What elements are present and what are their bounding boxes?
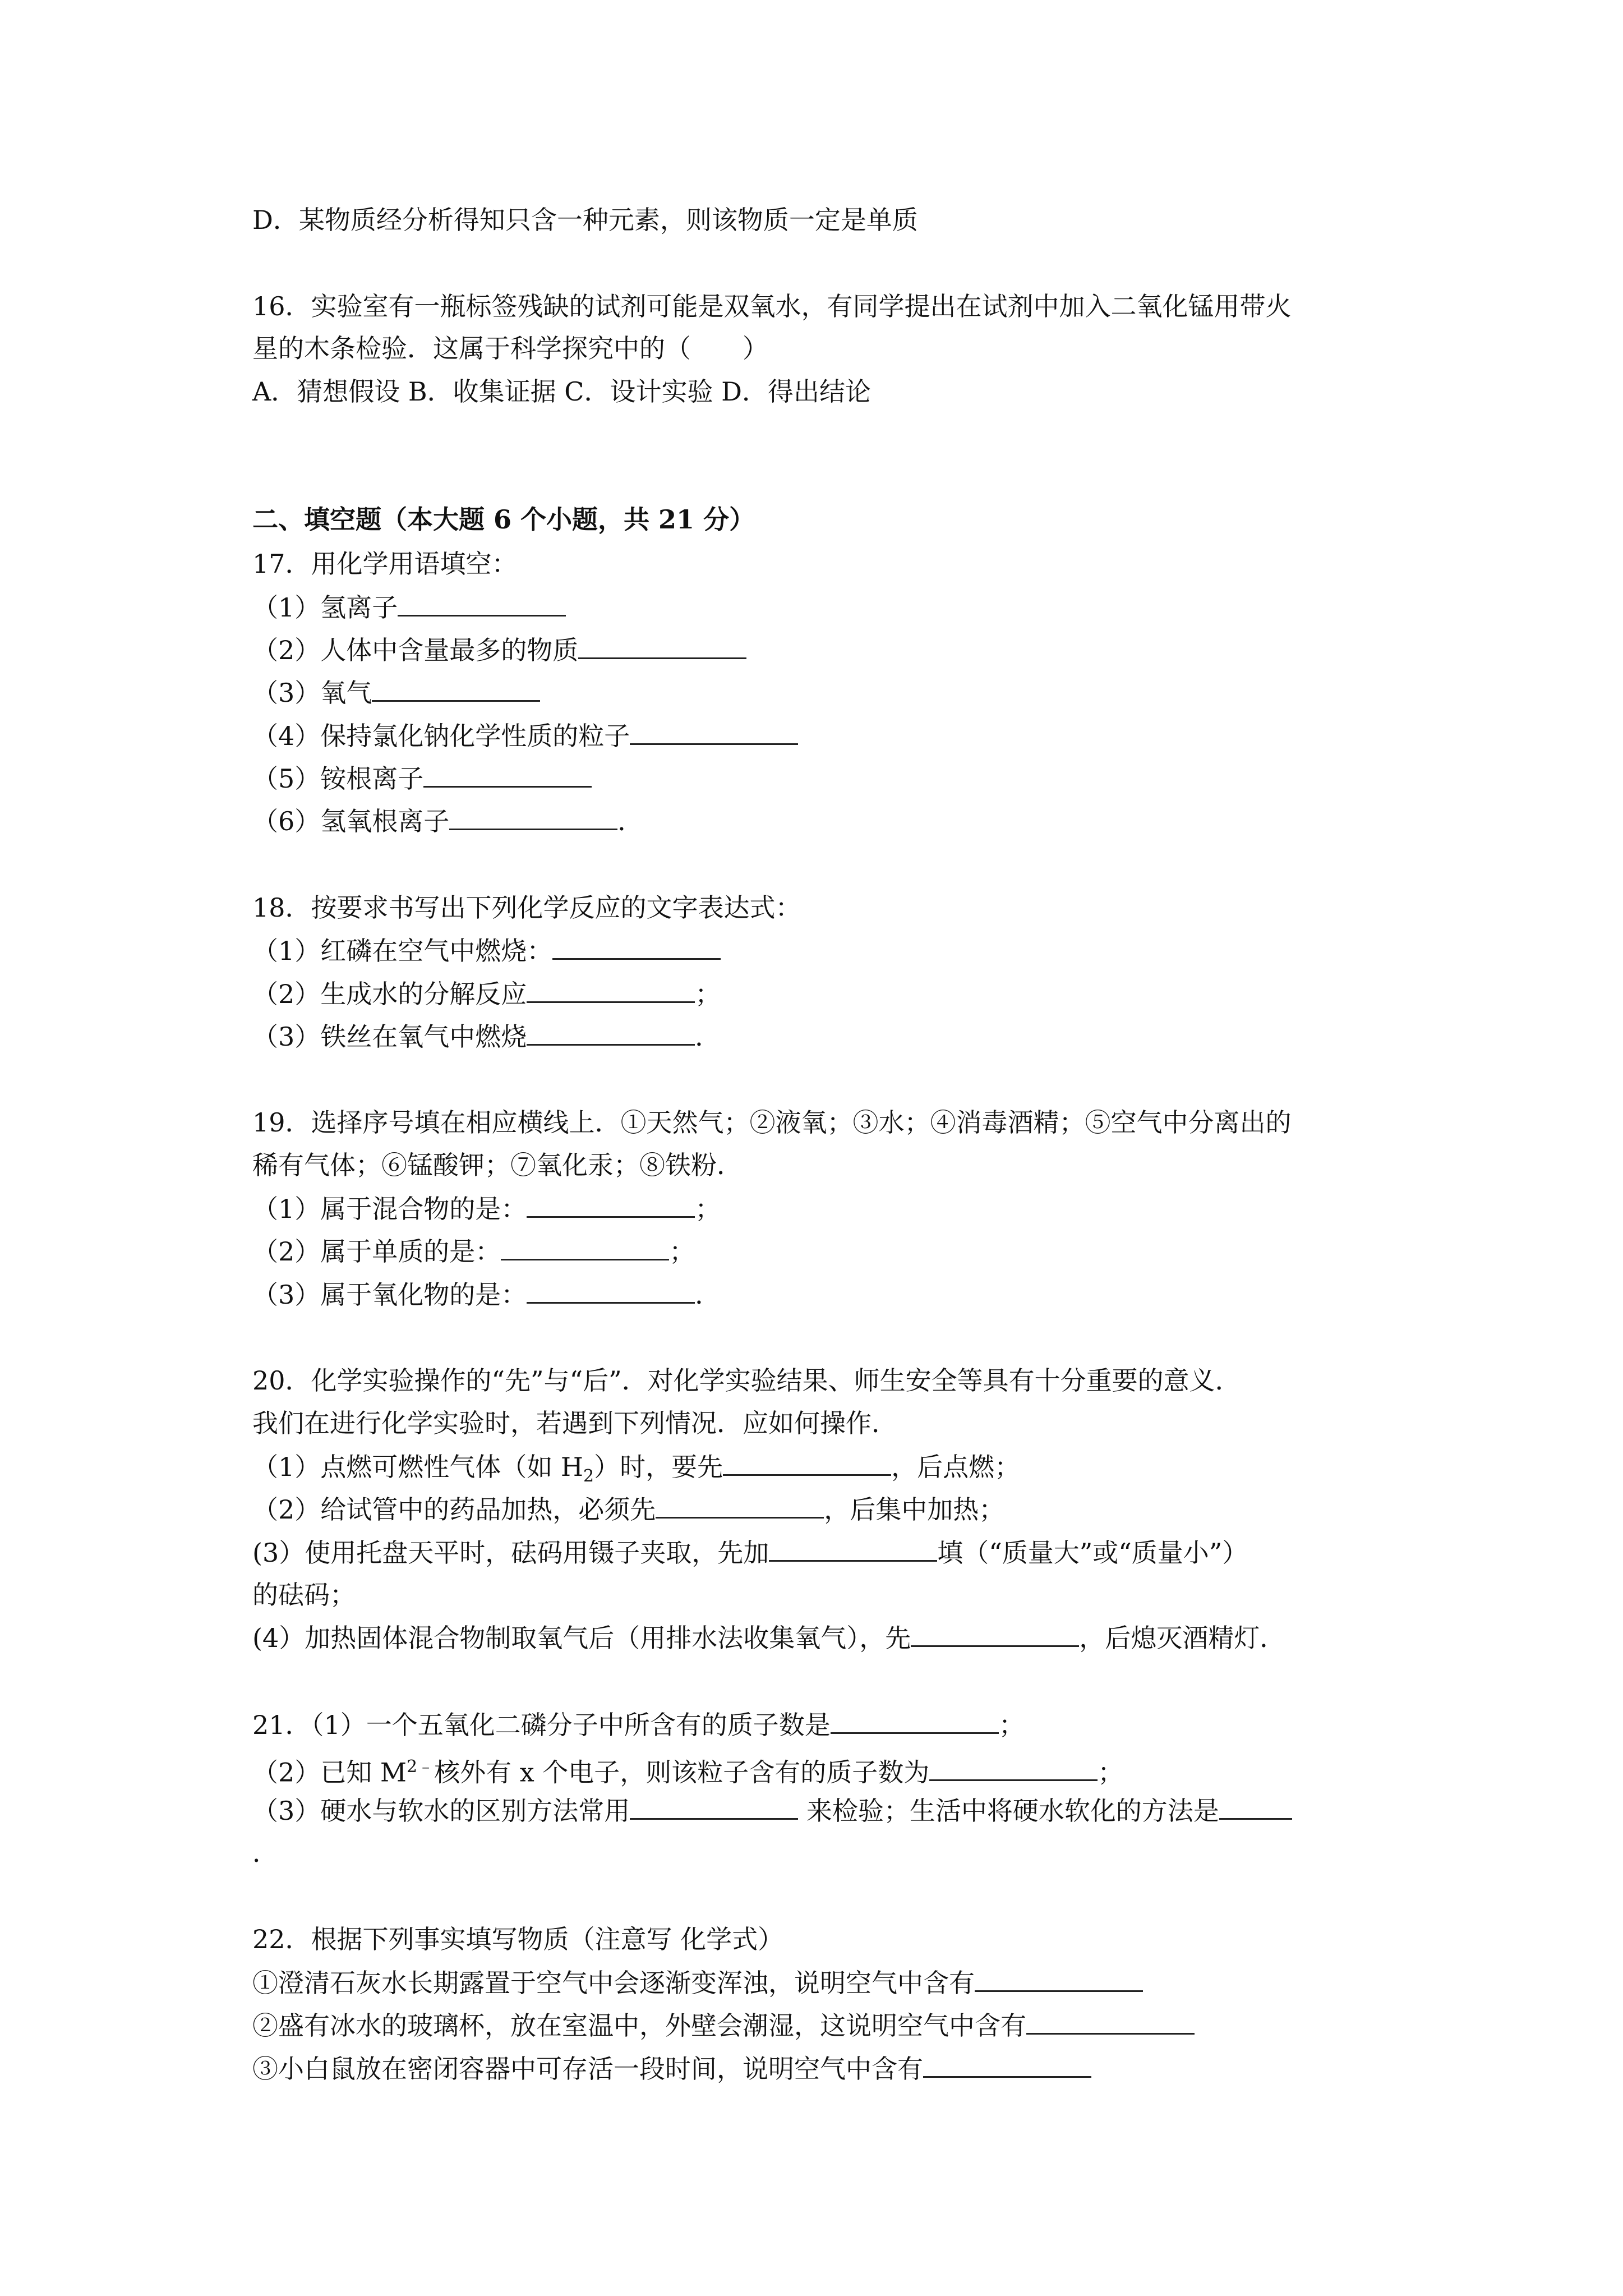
answer-blank[interactable] <box>630 719 798 745</box>
superscript: 2﹣ <box>407 1757 435 1777</box>
q17-item-2 <box>252 633 746 667</box>
q17-item-4 <box>252 719 798 753</box>
answer-blank[interactable] <box>929 1755 1098 1781</box>
q21-item-3-cont: ． <box>252 1838 278 1868</box>
answer-blank[interactable] <box>630 1793 798 1820</box>
q20-item-2-text-a: （2）给试管中的药品加热，必须先 <box>252 1494 656 1525</box>
answer-blank[interactable] <box>372 675 540 702</box>
q16-stem-line2: 星的木条检验．这属于科学探究中的（ ） <box>252 333 768 364</box>
q19-item-2-tail: ； <box>669 1236 695 1267</box>
q20-item-1-text-b: ）时，要先 <box>594 1452 723 1482</box>
q15-option-d: D．某物质经分析得知只含一种元素，则该物质一定是单质 <box>252 205 918 235</box>
answer-blank[interactable] <box>656 1492 824 1519</box>
q20-stem-line2: 我们在进行化学实验时，若遇到下列情况．应如何操作． <box>252 1408 897 1438</box>
q22-stem: 22．根据下列事实填写物质（注意写 化学式） <box>252 1924 784 1954</box>
q18-item-1-label: （1）红磷在空气中燃烧： <box>252 936 553 966</box>
answer-blank[interactable] <box>423 761 592 788</box>
answer-blank[interactable] <box>769 1535 937 1562</box>
q17-item-1-label: （1）氢离子 <box>252 592 398 623</box>
q21-item-2-tail: ； <box>1098 1757 1124 1788</box>
q21-item-3 <box>252 1793 1292 1828</box>
q18-item-2-label: （2）生成水的分解反应 <box>252 979 527 1009</box>
q20-stem-line1: 20．化学实验操作的“先”与“后”．对化学实验结果、师生安全等具有十分重要的意义． <box>252 1365 1241 1396</box>
q19-item-3-label: （3）属于氧化物的是： <box>252 1280 527 1310</box>
q21-item-1-text: 21．（1）一个五氧化二磷分子中所含有的质子数是 <box>252 1710 831 1740</box>
answer-blank[interactable] <box>911 1621 1079 1647</box>
q22-item-2 <box>252 2008 1195 2042</box>
answer-blank[interactable] <box>723 1450 891 1476</box>
answer-blank[interactable] <box>527 977 695 1003</box>
q20-item-3 <box>252 1535 1248 1570</box>
q18-item-2 <box>252 977 721 1011</box>
q17-item-5 <box>252 761 592 795</box>
q17-stem: 17．用化学用语填空： <box>252 549 518 579</box>
q20-item-4 <box>252 1621 1285 1655</box>
answer-blank[interactable] <box>527 1019 695 1046</box>
answer-blank[interactable] <box>975 1966 1143 1992</box>
q19-item-3 <box>252 1277 721 1312</box>
q20-item-3-cont: 的砝码； <box>252 1580 356 1610</box>
answer-blank[interactable] <box>552 933 721 960</box>
q17-item-5-label: （5）铵根离子 <box>252 763 424 794</box>
q17-item-6-tail: ． <box>617 806 644 836</box>
q20-item-1-text-a: （1）点燃可燃性气体（如 H <box>252 1452 584 1482</box>
section-title: 二、填空题（本大题 6 个小题，共 21 分） <box>252 504 755 535</box>
answer-blank[interactable] <box>1219 1793 1292 1820</box>
q17-item-2-label: （2）人体中含量最多的物质 <box>252 635 579 665</box>
q21-item-1-tail: ； <box>998 1710 1025 1740</box>
q18-item-3-label: （3）铁丝在氧气中燃烧 <box>252 1022 527 1052</box>
answer-blank[interactable] <box>449 804 617 830</box>
q20-item-3-text-a: (3）使用托盘天平时，砝码用镊子夹取，先加 <box>252 1538 769 1568</box>
q18-item-2-tail: ； <box>695 979 721 1009</box>
q20-item-2 <box>252 1492 1004 1526</box>
q21-item-3-text-a: （3）硬水与软水的区别方法常用 <box>252 1796 630 1826</box>
q22-item-1 <box>252 1966 1143 2000</box>
q21-item-3-text-b: 来检验；生活中将硬水软化的方法是 <box>798 1796 1219 1826</box>
q17-item-6 <box>252 804 643 838</box>
q21-item-1 <box>252 1708 1025 1742</box>
answer-blank[interactable] <box>501 1234 669 1260</box>
q17-item-4-label: （4）保持氯化钠化学性质的粒子 <box>252 721 630 751</box>
q22-item-3-label: ③小白鼠放在密闭容器中可存活一段时间，说明空气中含有 <box>252 2054 923 2084</box>
answer-blank[interactable] <box>527 1277 695 1304</box>
q20-item-3-text-b: 填（“质量大”或“质量小”） <box>937 1538 1248 1568</box>
q17-item-1 <box>252 590 566 624</box>
answer-blank[interactable] <box>1026 2008 1195 2035</box>
answer-blank[interactable] <box>578 633 746 659</box>
q16-options: A．猜想假设 B．收集证据 C．设计实验 D．得出结论 <box>252 376 871 407</box>
q17-item-6-label: （6）氢氧根离子 <box>252 806 450 836</box>
q19-item-2 <box>252 1234 695 1268</box>
q20-item-4-text-b: ，后熄灭酒精灯． <box>1079 1623 1286 1653</box>
q19-item-1-tail: ； <box>695 1194 721 1224</box>
q21-item-2 <box>252 1750 1123 1789</box>
q21-item-2-text-b: 核外有 x 个电子，则该粒子含有的质子数为 <box>434 1757 930 1788</box>
q22-item-1-label: ①澄清石灰水长期露置于空气中会逐渐变浑浊，说明空气中含有 <box>252 1968 975 1998</box>
q19-stem-line1: 19．选择序号填在相应横线上．①天然气；②液氧；③水；④消毒酒精；⑤空气中分离出的 <box>252 1107 1292 1138</box>
q19-stem-line2: 稀有气体；⑥锰酸钾；⑦氧化汞；⑧铁粉． <box>252 1150 743 1180</box>
answer-blank[interactable] <box>923 2051 1091 2078</box>
q22-item-3 <box>252 2051 1091 2086</box>
q17-item-3 <box>252 675 540 710</box>
q18-item-3 <box>252 1019 721 1053</box>
q20-item-2-text-b: ，后集中加热； <box>824 1494 1005 1525</box>
answer-blank[interactable] <box>831 1708 999 1734</box>
answer-blank[interactable] <box>398 590 566 616</box>
q19-item-1 <box>252 1191 721 1226</box>
q21-item-2-text-a: （2）已知 M <box>252 1757 407 1788</box>
answer-blank[interactable] <box>527 1191 695 1218</box>
q18-stem: 18．按要求书写出下列化学反应的文字表达式： <box>252 892 801 923</box>
q19-item-3-tail: ． <box>695 1280 721 1310</box>
q20-item-1 <box>252 1450 1020 1493</box>
subscript: 2 <box>583 1466 594 1487</box>
q17-item-3-label: （3）氧气 <box>252 678 372 708</box>
q20-item-4-text-a: (4）加热固体混合物制取氧气后（用排水法收集氧气），先 <box>252 1623 911 1653</box>
q22-item-2-label: ②盛有冰水的玻璃杯，放在室温中，外壁会潮湿，这说明空气中含有 <box>252 2010 1026 2041</box>
q16-stem-line1: 16．实验室有一瓶标签残缺的试剂可能是双氧水，有同学提出在试剂中加入二氧化锰用带火 <box>252 291 1292 321</box>
q19-item-2-label: （2）属于单质的是： <box>252 1236 501 1267</box>
q18-item-1 <box>252 933 721 968</box>
q18-item-3-tail: ． <box>695 1022 721 1052</box>
q19-item-1-label: （1）属于混合物的是： <box>252 1194 527 1224</box>
q20-item-1-text-c: ，后点燃； <box>891 1452 1021 1482</box>
